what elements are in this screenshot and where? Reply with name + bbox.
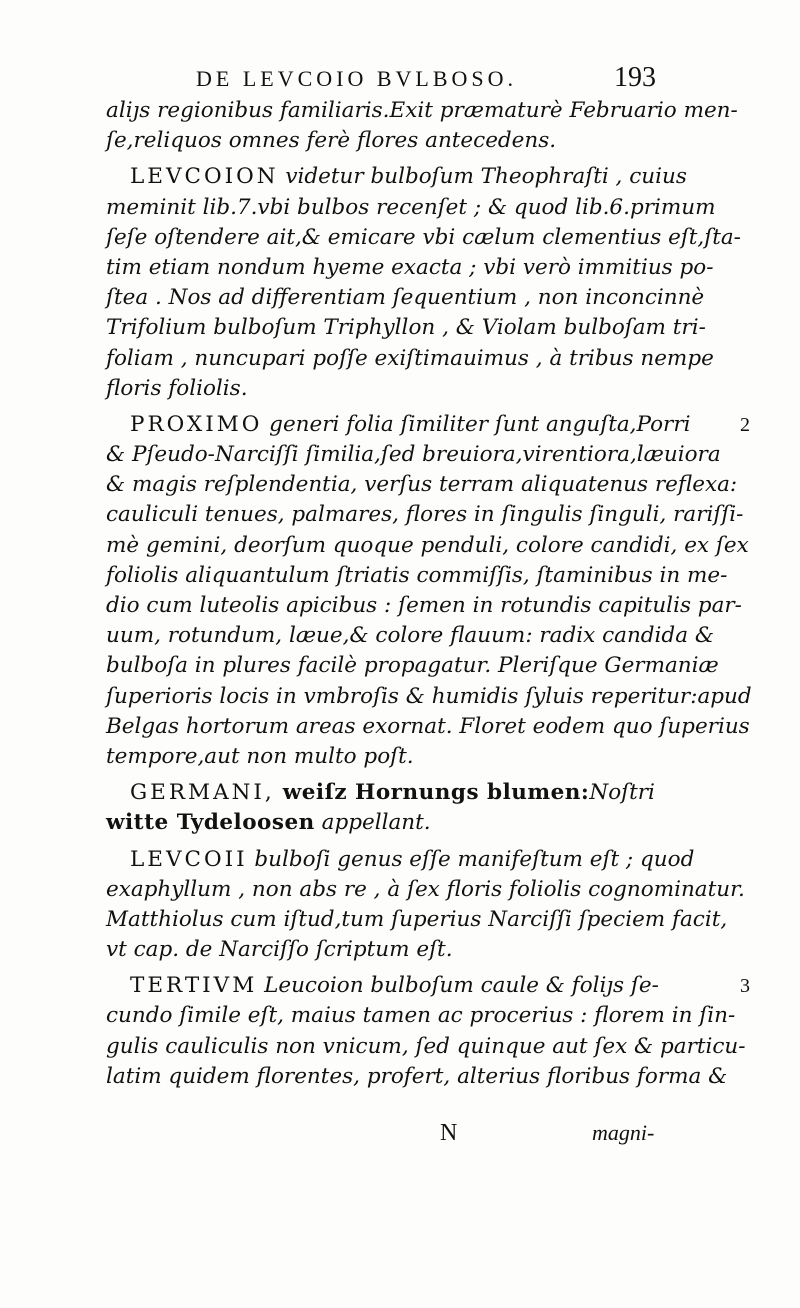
margin-number: 3 (740, 975, 750, 997)
line-text: videtur bulboſum Theophraſti , cuius (278, 164, 687, 190)
blackletter-phrase: weiſz Hornungs blumen: (274, 780, 590, 806)
text-line (106, 591, 742, 621)
text-line (106, 778, 686, 808)
text-line (106, 742, 686, 772)
text-line (106, 223, 741, 253)
paragraph-lead-word: LEVCOION (130, 164, 279, 190)
line-text: Belgas hortorum areas exornat. Floret eodem quo ſuperius (106, 713, 750, 739)
line-text: Trifolium bulboſum Triphyllon , & Violam bulboſam tri- (106, 315, 706, 341)
line-text: bulboſa in plures facilè propagatur. Pleriſque Germaniӕ (106, 653, 719, 679)
text-line (106, 374, 686, 404)
line-text: cundo ſimile eſt, maius tamen ac procerius : florem in ſin- (106, 1003, 736, 1029)
line-text: foliolis aliquantulum ſtriatis commiſſis, ſtaminibus in me- (106, 562, 728, 588)
line-text: cauliculi tenues, palmares, flores in ſingulis ſinguli, rariſſi- (106, 502, 744, 528)
paragraph-lead-word: LEVCOII (130, 846, 248, 872)
text-line (106, 162, 686, 192)
text-line (106, 1032, 746, 1062)
line-text: Noſtri (589, 780, 655, 806)
catchword: magni- (592, 1120, 655, 1145)
text-line (106, 410, 691, 440)
line-text: Matthiolus cum iſtud,tum ſuperius Narciſſi ſpeciem facit, (106, 906, 728, 932)
text-line (106, 283, 705, 313)
text-line (106, 935, 686, 965)
text-line (106, 253, 714, 283)
line-text: foliam , nuncupari poſſe exiſtimauimus , à tribus nempe (106, 345, 714, 371)
line-text: appellant. (314, 810, 431, 836)
page-number: 193 (614, 62, 656, 93)
line-text: exaphyllum , non abs re , à ſex floris foliolis cognominatur. (106, 876, 745, 902)
text-line (106, 500, 744, 530)
text-line (106, 344, 714, 374)
line-text: & magis reſplendentia, verſus terram aliquatenus reflexa: (106, 472, 738, 498)
paragraph-lead-word: TERTIVM (130, 973, 258, 999)
text-line (106, 905, 728, 935)
text-line (106, 875, 745, 905)
text-line (106, 193, 716, 223)
line-text: latim quidem florentes, profert, alterius floribus forma & (106, 1063, 728, 1089)
signature-mark: N (440, 1120, 458, 1146)
line-text: aliȷs regionibus familiaris.Exit prӕmaturè Februario men- (106, 98, 738, 123)
line-text: gulis cauliculis non vnicum, ſed quinque aut ſex & particu- (106, 1033, 746, 1059)
line-text: uum, rotundum, lӕue,& colore flauum: radix candida & (106, 623, 714, 649)
line-text: & Pſeudo-Narciſſi ſimilia,ſed breuiora,virentiora,lӕuiora (106, 442, 721, 468)
line-text: vt cap. de Narciſſo ſcriptum eſt. (106, 937, 453, 963)
text-line (106, 96, 738, 126)
line-text: tim etiam nondum hyeme exacta ; vbi verò immitius po- (106, 254, 714, 280)
line-text: Leucoion bulboſum caule & foliȷs ſe- (257, 973, 659, 999)
paragraph-lead-word: GERMANI, (130, 780, 275, 806)
text-line (106, 651, 719, 681)
margin-number: 2 (740, 414, 750, 436)
text-line (106, 440, 721, 470)
text-line (106, 313, 706, 343)
text-line (106, 1001, 736, 1031)
text-line (106, 682, 752, 712)
blackletter-phrase: witte Tydeloosen (106, 810, 315, 836)
line-text: floris foliolis. (106, 375, 248, 401)
text-line (106, 712, 750, 742)
paragraph-lead-word: PROXIMO (130, 411, 263, 437)
text-line (106, 1062, 728, 1092)
line-text: mè gemini, deorſum quoque penduli, colore candidi, ex ſex (106, 532, 749, 558)
line-text: dio cum luteolis apicibus : ſemen in rotundis capitulis par- (106, 593, 742, 618)
text-line (106, 621, 714, 651)
text-line (106, 126, 686, 156)
text-line (106, 561, 728, 591)
line-text: meminit lib.7.vbi bulbos recenſet ; & quod lib.6.primum (106, 194, 716, 220)
line-text: generi folia ſimiliter ſunt anguſta,Porri (262, 411, 691, 437)
text-line (106, 808, 686, 838)
line-text: tempore,aut non multo poſt. (106, 743, 414, 769)
text-line (106, 470, 738, 500)
running-title: DE LEVCOIO BVLBOSO. (196, 66, 518, 91)
body-text (106, 96, 752, 1092)
text-line (106, 845, 695, 875)
text-line (106, 531, 749, 561)
line-text: ſtea . Nos ad differentiam ſequentium , non inconcinnè (106, 285, 705, 311)
line-text: ſeſe oſtendere ait,& emicare vbi cӕlum clementius eſt,ſta- (106, 224, 741, 250)
text-line (106, 971, 686, 1001)
line-text: ſuperioris locis in vmbroſis & humidis ſyluis reperitur:apud (106, 683, 752, 709)
line-text: ſe,reliquos omnes ferè flores antecedens. (106, 128, 557, 154)
line-text: bulboſi genus eſſe manifeſtum eſt ; quod (247, 846, 695, 872)
